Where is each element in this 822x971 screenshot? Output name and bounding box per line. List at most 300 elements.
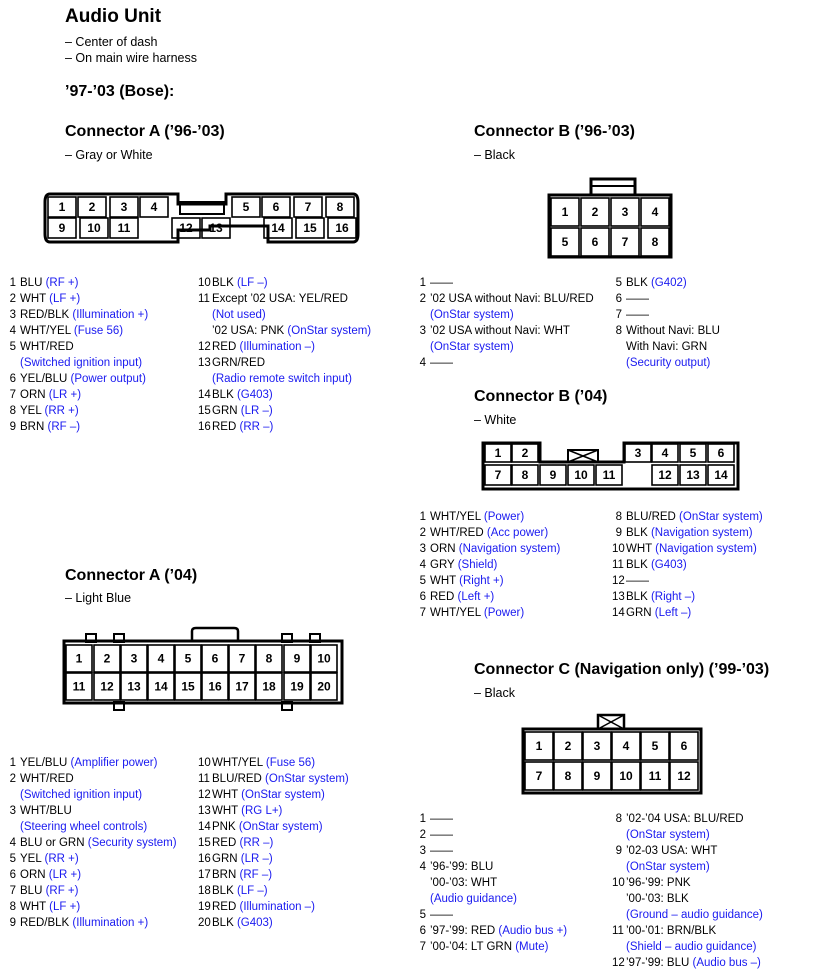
pin-number: 15 — [181, 679, 195, 694]
wire-text: ORN — [20, 389, 49, 401]
pin-number: 4 — [661, 446, 669, 460]
wire-function: (Audio guidance) — [430, 893, 517, 905]
wire-function: (Navigation system) — [458, 543, 561, 555]
wire-function: (Right –) — [650, 591, 696, 603]
pin-num: 7 — [419, 941, 426, 953]
wire-function: (LR –) — [240, 853, 273, 865]
wire-color — [430, 509, 524, 525]
wire-text: WHT — [626, 543, 656, 555]
pin-row — [416, 323, 594, 339]
wire-color — [212, 755, 315, 771]
wire-function: (Security system) — [87, 837, 177, 849]
wire-text: BRN — [212, 869, 240, 881]
pin-num: 6 — [419, 591, 426, 603]
wire-function: (Switched ignition input) — [20, 789, 143, 801]
pin-number: 4 — [651, 205, 659, 219]
pin-number: 2 — [88, 200, 96, 214]
pin-number: 13 — [209, 221, 223, 235]
pin-number: 2 — [521, 446, 529, 460]
wire-text: WHT — [212, 805, 242, 817]
wire-color — [626, 307, 649, 323]
wire-function: (RR +) — [44, 853, 79, 865]
pin-row — [198, 387, 371, 403]
connector-b-04-title: Connector B (’04) — [474, 388, 608, 405]
wire-function: (RR –) — [239, 837, 274, 849]
pin-num: 2 — [9, 773, 16, 785]
pin-num: 12 — [198, 789, 211, 801]
wire-color — [430, 291, 594, 307]
wire-text: —— — [430, 845, 453, 857]
wire-color — [430, 323, 570, 339]
wire-text: YEL — [20, 405, 45, 417]
wire-text: YEL/BLU — [20, 757, 71, 769]
wire-color — [20, 851, 79, 867]
wire-text: GRN/RED — [212, 357, 266, 369]
wire-subtext: ’00-’03: BLK — [626, 893, 689, 905]
wire-text: ’96-’99: PNK — [626, 877, 691, 889]
wire-function: (Navigation system) — [650, 527, 753, 539]
wire-color — [20, 403, 79, 419]
wire-text: BLU — [20, 277, 46, 289]
connector-a-04-subtitle: – Light Blue — [65, 591, 132, 605]
pin-num: 17 — [198, 869, 211, 881]
wire-function: (Power) — [483, 607, 525, 619]
pin-num: 3 — [419, 325, 426, 337]
wire-text: YEL — [20, 853, 45, 865]
connector-a-04-list-left — [6, 755, 177, 931]
connector-c-title: Connector C (Navigation only) (’99-’03) — [474, 661, 770, 678]
pin-number: 9 — [549, 468, 557, 482]
pin-num: 4 — [9, 837, 16, 849]
wire-function: (Illumination –) — [239, 901, 315, 913]
pin-row — [416, 589, 560, 605]
pin-row — [416, 355, 594, 371]
pin-num: 15 — [198, 837, 211, 849]
wire-color — [20, 771, 74, 787]
pin-row — [6, 387, 148, 403]
wire-text: RED — [430, 591, 458, 603]
pin-num: 1 — [9, 757, 16, 769]
pin-row — [6, 835, 177, 851]
wire-color — [626, 509, 763, 525]
wire-function: (LF –) — [236, 277, 268, 289]
pin-num: 2 — [419, 527, 426, 539]
pin-num: 14 — [198, 389, 211, 401]
pin-num: 5 — [615, 277, 622, 289]
pin-row — [416, 811, 567, 827]
pin-number: 8 — [265, 651, 273, 666]
wire-text: —— — [626, 309, 649, 321]
pin-row — [198, 819, 349, 835]
wire-text: RED — [212, 901, 240, 913]
pin-row — [416, 573, 560, 589]
pin-row — [612, 923, 763, 939]
wire-color — [212, 851, 273, 867]
pin-number: 3 — [621, 205, 629, 219]
wire-color — [626, 573, 649, 589]
wire-text: —— — [626, 293, 649, 305]
wire-function: (Right +) — [459, 575, 504, 587]
pin-num: 8 — [9, 901, 16, 913]
wire-color — [212, 355, 265, 371]
wire-color — [626, 275, 687, 291]
pin-num: 3 — [9, 309, 16, 321]
pin-num: 1 — [419, 277, 426, 289]
pin-number: 12 — [100, 679, 114, 694]
pin-num: 9 — [615, 845, 622, 857]
pin-row — [416, 907, 567, 923]
wire-color — [626, 589, 695, 605]
pin-row — [612, 589, 763, 605]
pin-number: 10 — [619, 769, 633, 783]
wire-color — [430, 573, 504, 589]
wire-text: RED — [212, 341, 240, 353]
connector-c-list-left — [416, 811, 567, 955]
wire-function: (Fuse 56) — [73, 325, 124, 337]
pin-number: 12 — [179, 221, 193, 235]
pin-row — [198, 803, 349, 819]
pin-number: 7 — [304, 200, 312, 214]
connector-b-96-03-title: Connector B (’96-’03) — [474, 123, 635, 140]
pin-num: 5 — [9, 341, 16, 353]
pin-number: 20 — [317, 679, 331, 694]
wire-text: —— — [430, 829, 453, 841]
pin-row — [6, 803, 177, 819]
wire-function: (G403) — [236, 389, 273, 401]
pin-number: 3 — [634, 446, 642, 460]
wire-color — [212, 403, 273, 419]
pin-num: 3 — [419, 845, 426, 857]
wire-color — [212, 915, 273, 931]
wire-function: (OnStar system) — [679, 511, 763, 523]
pin-row — [6, 291, 148, 307]
wire-text: WHT/RED — [430, 527, 487, 539]
pin-number: 11 — [72, 679, 86, 694]
pin-number: 14 — [271, 221, 285, 235]
connector-a-96-03-title: Connector A (’96-’03) — [65, 123, 225, 140]
pin-num: 11 — [612, 559, 624, 571]
pin-num: 1 — [419, 813, 426, 825]
pin-number: 3 — [593, 739, 601, 753]
pin-row — [416, 859, 567, 875]
pin-number: 9 — [58, 221, 66, 235]
wire-function: (Navigation system) — [655, 543, 757, 555]
pin-row — [198, 899, 349, 915]
pin-row — [6, 323, 148, 339]
wire-color — [626, 557, 687, 573]
wire-text: —— — [430, 277, 453, 289]
wire-color — [20, 755, 157, 771]
pin-row — [6, 307, 148, 323]
pin-row — [612, 811, 763, 827]
pin-num: 14 — [198, 821, 211, 833]
wire-function: (OnStar system) — [238, 821, 323, 833]
wire-text: ’02-’04 USA: BLU/RED — [626, 813, 744, 825]
wire-text: ’96-’99: BLU — [430, 861, 494, 873]
pin-num: 5 — [419, 575, 426, 587]
pin-num: 2 — [9, 293, 16, 305]
wire-color — [626, 923, 716, 939]
connector-b-96-03-subtitle: – Black — [474, 148, 515, 162]
pin-num: 18 — [198, 885, 211, 897]
pin-num: 11 — [198, 293, 210, 305]
pin-row — [612, 557, 763, 573]
connector-a-04-list-right — [198, 755, 349, 931]
wire-text: BLK — [212, 917, 237, 929]
wire-color — [430, 605, 524, 621]
wire-color — [20, 275, 78, 291]
pin-row — [612, 307, 720, 323]
wire-text: RED/BLK — [20, 917, 73, 929]
wire-text: RED — [212, 421, 240, 433]
pin-number: 1 — [58, 200, 66, 214]
wire-text: GRN — [626, 607, 655, 619]
wire-color — [20, 883, 78, 899]
wire-subline — [612, 339, 720, 355]
wire-function: (RF –) — [239, 869, 273, 881]
page-title: Audio Unit — [65, 6, 162, 27]
pin-number: 2 — [564, 739, 572, 753]
wire-text: WHT — [430, 575, 460, 587]
pin-num: 6 — [9, 869, 16, 881]
wire-color — [626, 323, 720, 339]
pin-num: 4 — [9, 325, 16, 337]
wire-color — [20, 339, 74, 355]
connector-c-list-right — [612, 811, 763, 971]
wire-function: (OnStar system) — [265, 773, 349, 785]
wire-text: —— — [430, 357, 453, 369]
wire-color — [212, 883, 268, 899]
wire-text: ORN — [20, 869, 49, 881]
wire-text: BLK — [626, 277, 651, 289]
wire-color — [20, 835, 177, 851]
wire-text: ORN — [430, 543, 459, 555]
wire-color — [212, 819, 323, 835]
pin-num: 9 — [9, 421, 16, 433]
wire-color — [430, 355, 453, 371]
pin-number: 5 — [242, 200, 250, 214]
pin-row — [198, 419, 371, 435]
wire-color — [212, 339, 315, 355]
pin-number: 6 — [211, 651, 219, 666]
pin-number: 18 — [262, 679, 276, 694]
pin-number: 15 — [303, 221, 317, 235]
pin-row — [6, 883, 177, 899]
wire-function: (LF +) — [49, 293, 81, 305]
wire-color — [212, 387, 273, 403]
pin-number: 10 — [574, 468, 588, 482]
connector-a-96-03-diagram — [40, 190, 365, 246]
wire-function: (LR –) — [240, 405, 273, 417]
pin-number: 1 — [75, 651, 83, 666]
wire-color — [430, 859, 493, 875]
wire-function: (OnStar system) — [430, 341, 514, 353]
pin-number: 11 — [648, 769, 662, 783]
wire-function: (Illumination +) — [72, 917, 149, 929]
wire-color — [626, 811, 744, 827]
pin-row — [6, 371, 148, 387]
pin-number: 1 — [561, 205, 569, 219]
wire-function: (Illumination +) — [72, 309, 149, 321]
pin-row — [416, 525, 560, 541]
pin-num: 15 — [198, 405, 211, 417]
pin-row — [612, 843, 763, 859]
pin-num: 5 — [9, 853, 16, 865]
wire-color — [430, 939, 548, 955]
pin-num: 16 — [198, 421, 211, 433]
connector-b-96-03-list-left — [416, 275, 594, 371]
pin-row — [198, 755, 349, 771]
pin-number: 5 — [184, 651, 192, 666]
wire-color — [212, 419, 273, 435]
wire-text: WHT/RED — [20, 341, 74, 353]
wire-function: (OnStar system) — [241, 789, 325, 801]
pin-row — [198, 355, 371, 371]
wire-text: BLK — [212, 277, 237, 289]
wire-function: (Steering wheel controls) — [20, 821, 148, 833]
pin-number: 12 — [677, 769, 691, 783]
wire-function: (Illumination –) — [239, 341, 315, 353]
pin-number: 8 — [564, 769, 572, 783]
wire-function: (LR +) — [48, 869, 82, 881]
wire-text: WHT — [20, 293, 50, 305]
wire-function: (Left –) — [654, 607, 692, 619]
pin-number: 11 — [117, 221, 131, 235]
pin-num: 11 — [612, 925, 624, 937]
pin-number: 8 — [521, 468, 529, 482]
wire-text: Except ’02 USA: YEL/RED — [212, 293, 348, 305]
pin-num: 4 — [419, 861, 426, 873]
pin-row — [6, 403, 148, 419]
pin-row — [612, 541, 763, 557]
wire-text: WHT/BLU — [20, 805, 72, 817]
pin-num: 6 — [9, 373, 16, 385]
pin-row — [198, 787, 349, 803]
pin-number: 5 — [561, 235, 569, 249]
connector-a-04-diagram — [60, 625, 346, 711]
wire-function: (RR +) — [44, 405, 79, 417]
wire-color — [626, 525, 753, 541]
wire-color — [20, 371, 146, 387]
wire-subtext: ’02 USA: PNK — [212, 325, 288, 337]
connector-b-04-diagram — [480, 440, 742, 492]
pin-number: 17 — [235, 679, 249, 694]
pin-num: 8 — [615, 813, 622, 825]
pin-number: 9 — [593, 769, 601, 783]
pin-row — [416, 827, 567, 843]
pin-number: 11 — [602, 468, 616, 482]
wire-function: (RF +) — [45, 277, 79, 289]
pin-row — [198, 867, 349, 883]
connector-b-04-list-right — [612, 509, 763, 621]
pin-num: 4 — [419, 357, 426, 369]
pin-number: 10 — [87, 221, 101, 235]
wire-subline — [198, 323, 371, 339]
pin-number: 3 — [120, 200, 128, 214]
wire-text: WHT/RED — [20, 773, 74, 785]
pin-row — [612, 525, 763, 541]
wire-color — [20, 867, 81, 883]
pin-row — [612, 509, 763, 525]
wire-text: BLU/RED — [626, 511, 680, 523]
connector-b-04-subtitle: – White — [474, 413, 517, 427]
wire-text: GRY — [430, 559, 458, 571]
wire-color — [626, 843, 717, 859]
pin-num: 3 — [9, 805, 16, 817]
wire-text: BRN — [20, 421, 48, 433]
pin-number: 13 — [127, 679, 141, 694]
pin-number: 6 — [272, 200, 280, 214]
wire-color — [20, 323, 123, 339]
pin-number: 9 — [293, 651, 301, 666]
wire-function: (Audio bus +) — [498, 925, 568, 937]
note-2: – On main wire harness — [65, 51, 198, 65]
pin-num: 4 — [419, 559, 426, 571]
pin-num: 12 — [198, 341, 211, 353]
wire-color — [430, 557, 497, 573]
pin-row — [612, 605, 763, 621]
pin-row — [416, 541, 560, 557]
pin-row — [612, 955, 763, 971]
pin-num: 14 — [612, 607, 625, 619]
wire-color — [430, 811, 453, 827]
pin-num: 19 — [198, 901, 211, 913]
wire-text: —— — [430, 909, 453, 921]
wire-function: (Not used) — [212, 309, 266, 321]
pin-number: 10 — [317, 651, 331, 666]
pin-row — [198, 883, 349, 899]
wire-function: (Left +) — [457, 591, 495, 603]
wire-subline — [612, 891, 763, 907]
wire-text: ’00-’04: LT GRN — [430, 941, 516, 953]
wire-function: (Security output) — [626, 357, 711, 369]
wire-subline — [416, 875, 567, 891]
pin-row — [198, 915, 349, 931]
wire-function: (LF +) — [49, 901, 81, 913]
wire-text: GRN — [212, 853, 241, 865]
wire-color — [212, 803, 282, 819]
wire-text: WHT/YEL — [212, 757, 266, 769]
wire-text: WHT/YEL — [430, 607, 484, 619]
wire-text: WHT/YEL — [20, 325, 74, 337]
pin-number: 1 — [494, 446, 502, 460]
wire-color — [212, 835, 273, 851]
pin-number: 6 — [591, 235, 599, 249]
pin-num: 16 — [198, 853, 211, 865]
pin-num: 7 — [419, 607, 426, 619]
pin-num: 1 — [9, 277, 16, 289]
wire-color — [430, 589, 494, 605]
pin-num: 6 — [615, 293, 622, 305]
connector-b-96-03-list-right — [612, 275, 720, 371]
connector-a-96-03-list-right — [198, 275, 371, 435]
pin-num: 8 — [9, 405, 16, 417]
wire-color — [430, 907, 453, 923]
pin-row — [198, 339, 371, 355]
wire-function: (G402) — [650, 277, 687, 289]
pin-num: 9 — [615, 527, 622, 539]
wire-text: BLK — [212, 885, 237, 897]
wire-color — [430, 923, 567, 939]
connector-a-96-03-list-left — [6, 275, 148, 435]
pin-row — [416, 509, 560, 525]
pin-num: 2 — [419, 829, 426, 841]
wire-text: RED/BLK — [20, 309, 73, 321]
wire-text: PNK — [212, 821, 239, 833]
wire-function: (Fuse 56) — [265, 757, 316, 769]
pin-number: 19 — [290, 679, 304, 694]
wire-function: (Power) — [483, 511, 525, 523]
